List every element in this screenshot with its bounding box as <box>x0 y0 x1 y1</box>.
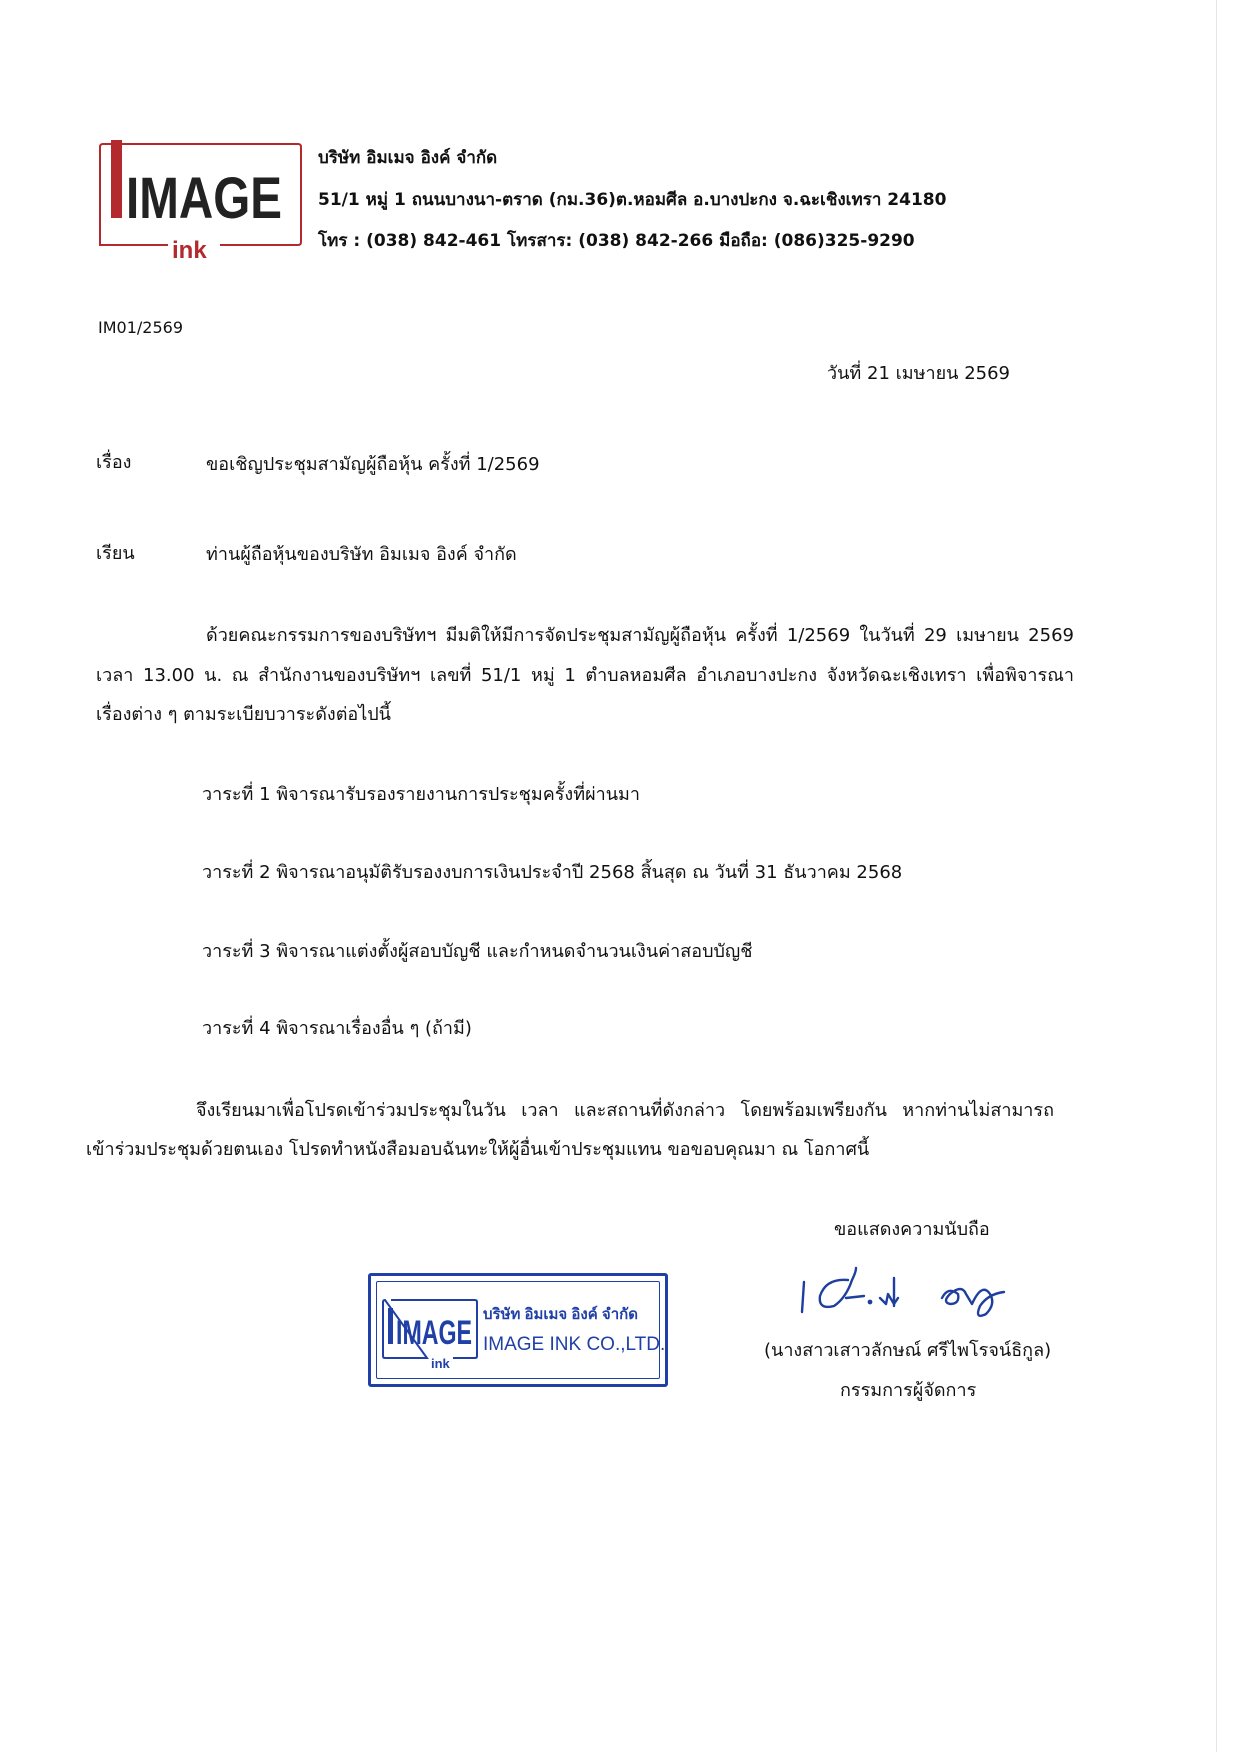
document-number: IM01/2569 <box>98 318 183 337</box>
signatory-name: (นางสาวเสาวลักษณ์ ศรีไพโรจน์ธิกูล) <box>764 1340 1052 1361</box>
scan-edge <box>1216 0 1217 1752</box>
subject-text: ขอเชิญประชุมสามัญผู้ถือหุ้น ครั้งที่ 1/2569 <box>206 454 540 475</box>
signatory-title: กรรมการผู้จัดการ <box>840 1380 977 1401</box>
stamp-logo-subtext: ink <box>431 1356 450 1371</box>
stamp-company-thai: บริษัท อิมเมจ อิงค์ จำกัด <box>483 1306 638 1323</box>
recipient-label: เรียน <box>96 543 135 564</box>
agenda-item-3: วาระที่ 3 พิจารณาแต่งตั้งผู้สอบบัญชี และกำหนดจำนวนเงินค่าสอบบัญชี <box>202 941 753 962</box>
signature-image <box>790 1258 1030 1328</box>
recipient-text: ท่านผู้ถือหุ้นของบริษัท อิมเมจ อิงค์ จำกัด <box>206 544 517 565</box>
company-contact: โทร : (038) 842-461 โทรสาร: (038) 842-266 มือถือ: (086)325-9290 <box>318 231 915 251</box>
company-logo-mark <box>98 140 303 274</box>
agenda-item-2: วาระที่ 2 พิจารณาอนุมัติรับรองงบการเงินประจำปี 2568 สิ้นสุด ณ วันที่ 31 ธันวาคม 2568 <box>202 862 903 883</box>
letter-date: วันที่ 21 เมษายน 2569 <box>827 363 1010 384</box>
regards-text: ขอแสดงความนับถือ <box>834 1219 990 1240</box>
body-intro-line-3: เรื่องต่าง ๆ ตามระเบียบวาระดังต่อไปนี้ <box>96 704 391 725</box>
closing-line-2: เข้าร่วมประชุมด้วยตนเอง โปรดทำหนังสือมอบฉันทะให้ผู้อื่นเข้าประชุมแทน ขอขอบคุณมา ณ โอกาศนี้ <box>86 1139 870 1160</box>
agenda-item-1: วาระที่ 1 พิจารณารับรองรายงานการประชุมครั้งที่ผ่านมา <box>202 784 641 805</box>
agenda-item-4: วาระที่ 4 พิจารณาเรื่องอื่น ๆ (ถ้ามี) <box>202 1018 472 1039</box>
body-intro-line-1: ด้วยคณะกรรมการของบริษัทฯ มีมติให้มีการจัดประชุมสามัญผู้ถือหุ้น ครั้งที่ 1/2569 ในวันที่ 29 เมษายน 2569 <box>206 625 1074 646</box>
subject-label: เรื่อง <box>96 452 132 473</box>
stamp-logo-wordmark: IMAGE <box>396 1314 472 1352</box>
closing-line-1: จึงเรียนมาเพื่อโปรดเข้าร่วมประชุมในวัน เวลา และสถานที่ดังกล่าว โดยพร้อมเพรียงกัน หากท่านไม่สามารถ <box>196 1100 1054 1121</box>
stamp-company-english: IMAGE INK CO.,LTD. <box>483 1334 666 1355</box>
body-intro-line-2: เวลา 13.00 น. ณ สำนักงานของบริษัทฯ เลขที่ 51/1 หมู่ 1 ตำบลหอมศีล อำเภอบางปะกง จังหวัดฉะเชิงเทรา เพื่อพิจารณา <box>96 665 1074 686</box>
logo-subtext: ink <box>172 237 207 264</box>
logo-wordmark: IMAGE <box>126 166 282 231</box>
company-stamp <box>368 1273 668 1387</box>
company-name: บริษัท อิมเมจ อิงค์ จำกัด <box>318 148 498 168</box>
company-address: 51/1 หมู่ 1 ถนนบางนา-ตราด (กม.36)ต.หอมศีล อ.บางปะกง จ.ฉะเชิงเทรา 24180 <box>318 190 947 210</box>
stamp-graphic <box>377 1282 665 1384</box>
